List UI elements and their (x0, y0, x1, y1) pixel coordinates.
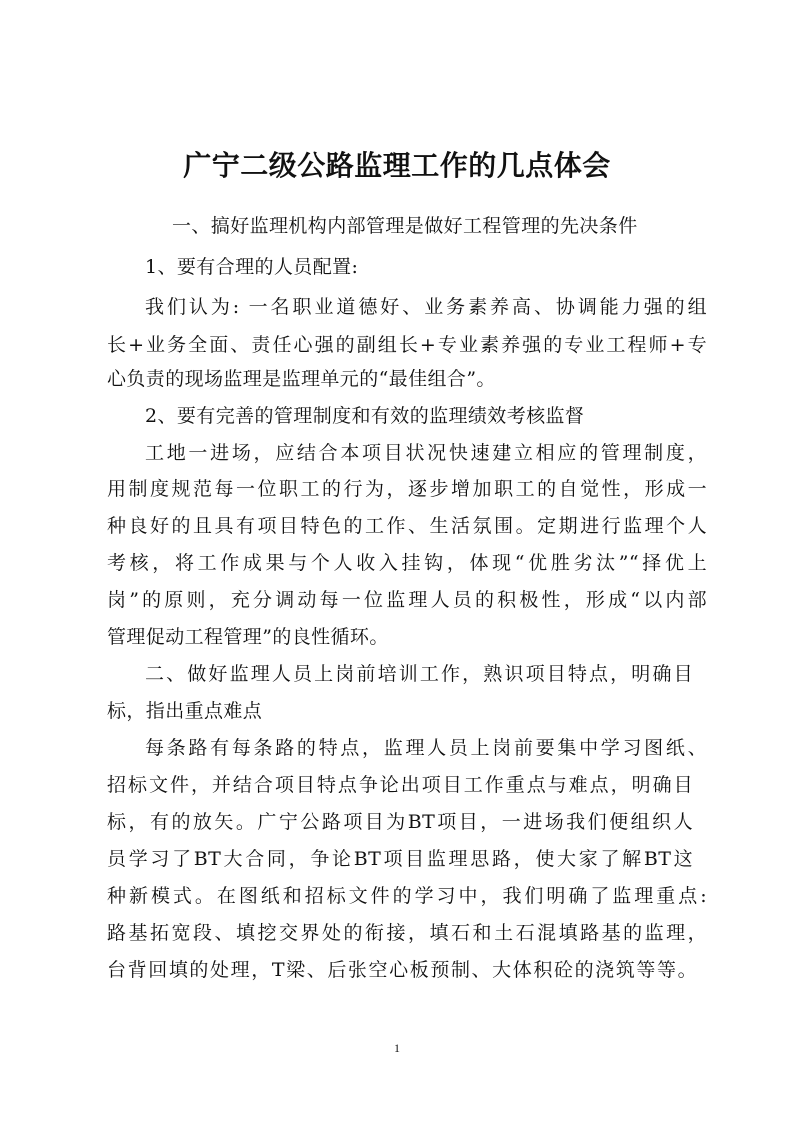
paragraph-line: 长+业务全面、责任心强的副组长+专业素养强的专业工程师+专 (107, 334, 707, 356)
document-title: 广宁二级公路监理工作的几点体会 (183, 149, 611, 182)
paragraph-line: 工地一进场，应结合本项目状况快速建立相应的管理制度， (145, 442, 707, 464)
paragraph-line: 岗”的原则，充分调动每一位监理人员的积极性，形成“以内部 (107, 589, 707, 611)
paragraph-line: 我们认为: 一名职业道德好、业务素养高、协调能力强的组 (145, 296, 707, 318)
page-number: 1 (394, 1041, 400, 1055)
paragraph-line: 招标文件，并结合项目特点争论出项目工作重点与难点，明确目 (107, 774, 693, 796)
paragraph-line: 2、要有完善的管理制度和有效的监理绩效考核监督 (145, 405, 585, 427)
paragraph-line: 心负责的现场监理是监理单元的“最佳组合”。 (107, 368, 496, 390)
paragraph-line: 一、搞好监理机构内部管理是做好工程管理的先决条件 (172, 215, 638, 237)
paragraph-line: 标，有的放矢。广宁公路项目为BT项目，一进场我们便组织人 (107, 811, 693, 833)
paragraph-line: 种新模式。在图纸和招标文件的学习中，我们明确了监理重点: (107, 885, 707, 907)
paragraph-line: 员学习了BT大合同，争论BT项目监理思路，使大家了解BT这 (107, 848, 693, 870)
paragraph-line: 路基拓宽段、填挖交界处的衔接，填石和土石混填路基的监理， (107, 922, 707, 944)
paragraph-line: 用制度规范每一位职工的行为，逐步增加职工的自觉性，形成一 (107, 478, 707, 500)
paragraph-line: 台背回填的处理，T梁、后张空心板预制、大体积砼的浇筑等等。 (107, 959, 697, 981)
paragraph-line: 种良好的且具有项目特色的工作、生活氛围。定期进行监理个人 (107, 515, 707, 537)
paragraph-line: 每条路有每条路的特点，监理人员上岗前要集中学习图纸、 (145, 737, 707, 759)
paragraph-line: 二、做好监理人员上岗前培训工作，熟识项目特点，明确目 (145, 663, 693, 685)
paragraph-line: 考核，将工作成果与个人收入挂钩，体现“优胜劣汰”“择优上 (107, 552, 707, 574)
paragraph-line: 管理促动工程管理”的良性循环。 (107, 626, 389, 648)
paragraph-line: 标，指出重点难点 (107, 700, 263, 722)
paragraph-line: 1、要有合理的人员配置: (145, 256, 359, 278)
